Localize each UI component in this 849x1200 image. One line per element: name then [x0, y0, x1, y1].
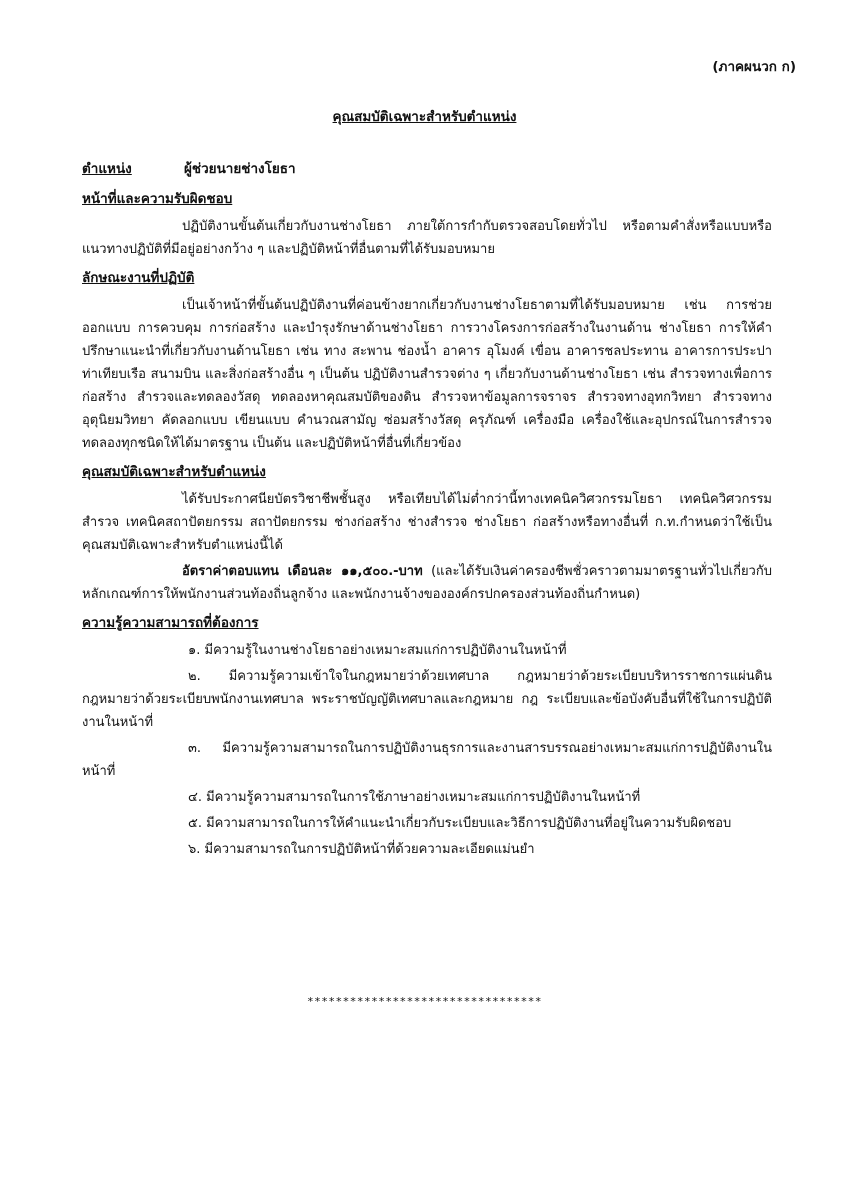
qualifications-text: ได้รับประกาศนียบัตรวิชาชีพชั้นสูง หรือเทียบได้ไม่ต่ำกว่านี้ทางเทคนิควิศวกรรมโยธา เทคนิควิศวกรรมสำรวจ เทคนิคสถาปัตยกรรม สถาปัตยกรรม ช่างก่อสร้าง ช่างสำรวจ ช่างโยธา ก่อสร้างหรือทางอื่นที่ ก.ท.กำหนดว่าใช้เป็นคุณสมบัติเฉพาะสำหรับตำแหน่งนี้ได้ [82, 492, 772, 553]
list-item: ๕. มีความสามารถในการให้คำแนะนำเกี่ยวกับระเบียบและวิธีการปฏิบัติงานที่อยู่ในความรับผิดชอบ [188, 816, 732, 831]
salary-label: อัตราค่าตอบแทน เดือนละ ๑๑,๕๐๐.-บาท [182, 564, 423, 579]
list-item: ๔. มีความรู้ความสามารถในการใช้ภาษาอย่างเหมาะสมแก่การปฏิบัติงานในหน้าที่ [188, 790, 641, 805]
position-row [82, 158, 772, 182]
annex-label: (ภาคผนวก ก) [712, 59, 796, 75]
knowledge-list [82, 639, 772, 861]
qualifications-heading: คุณสมบัติเฉพาะสำหรับตำแหน่ง [82, 464, 266, 480]
duties-heading: หน้าที่และความรับผิดชอบ [82, 191, 233, 207]
work-nature-heading: ลักษณะงานที่ปฏิบัติ [82, 270, 195, 286]
salary-note: (และได้รับเงินค่าครองชีพชั่วคราวตามมาตรฐานทั่วไปเกี่ยวกับหลักเกณฑ์การให้พนักงานส่วนท้องถิ่นลูกจ้าง และพนักงานจ้างขององค์กรปกครองส่วนท้องถิ่นกำหนด) [82, 564, 772, 602]
list-item: ๒. มีความรู้ความเข้าใจในกฎหมายว่าด้วยเทศบาล กฎหมายว่าด้วยระเบียบบริหารราชการแผ่นดิน กฎหมายว่าด้วยระเบียบพนักงานเทศบาล พระราชบัญญัติเทศบาลและกฎหมาย กฎ ระเบียบและข้อบังคับอื่นที่ใช้ในการปฏิบัติงานในหน้าที่ [82, 669, 772, 730]
salary-paragraph [82, 560, 772, 606]
footer-stars-divider: ********************************* [306, 995, 543, 1008]
position-label: ตำแหน่ง [82, 161, 132, 177]
duties-text: ปฏิบัติงานขั้นต้นเกี่ยวกับงานช่างโยธา ภายใต้การกำกับตรวจสอบโดยทั่วไป หรือตามคำสั่งหรือแบบหรือแนวทางปฏิบัติที่มีอยู่อย่างกว้าง ๆ และปฏิบัติหน้าที่อื่นตามที่ได้รับมอบหมาย [82, 219, 772, 257]
work-nature-text: เป็นเจ้าหน้าที่ขั้นต้นปฏิบัติงานที่ค่อนข้างยากเกี่ยวกับงานช่างโยธาตามที่ได้รับมอบหมาย เช่น การช่วยออกแบบ การควบคุม การก่อสร้าง และบำรุงรักษาด้านช่างโยธา การวางโครงการก่อสร้างในงานด้าน ช่างโยธา การให้คำปรึกษาแนะนำที่เกี่ยวกับงานด้านโยธา เช่น ทาง สะพาน ช่องน้ำ อาคาร อุโมงค์ เขื่อน อาคารชลประทาน อาคารการประปา ท่าเทียบเรือ สนามบิน และสิ่งก่อสร้างอื่น ๆ เป็นต้น ปฏิบัติงานสำรวจต่าง ๆ เกี่ยวกับงานด้านช่างโยธา เช่น สำรวจทางเพื่อการก่อสร้าง สำรวจและทดลองวัสดุ ทดลองหาคุณสมบัติของดิน สำรวจหาข้อมูลการจราจร สำรวจทางอุทกวิทยา สำรวจทางอุตุนิยมวิทยา คัดลอกแบบ เขียนแบบ คำนวณสามัญ ซ่อมสร้างวัสดุ ครุภัณฑ์ เครื่องมือ เครื่องใช้และอุปกรณ์ในการสำรวจ ทดลองทุกชนิดให้ได้มาตรฐาน เป็นต้น และปฏิบัติหน้าที่อื่นที่เกี่ยวข้อง [82, 298, 772, 451]
list-item: ๖. มีความสามารถในการปฏิบัติหน้าที่ด้วยความละเอียดแม่นยำ [188, 842, 535, 857]
list-item: ๑. มีความรู้ในงานช่างโยธาอย่างเหมาะสมแก่การปฏิบัติงานในหน้าที่ [188, 643, 567, 658]
document-body [82, 158, 772, 864]
main-title: คุณสมบัติเฉพาะสำหรับตำแหน่ง [332, 109, 517, 125]
knowledge-heading: ความรู้ความสามารถที่ต้องการ [82, 615, 259, 631]
list-item: ๓. มีความรู้ความสามารถในการปฏิบัติงานธุรการและงานสารบรรณอย่างเหมาะสมแก่การปฏิบัติงานในหน้าที่ [82, 741, 772, 779]
position-value: ผู้ช่วยนายช่างโยธา [184, 161, 296, 177]
